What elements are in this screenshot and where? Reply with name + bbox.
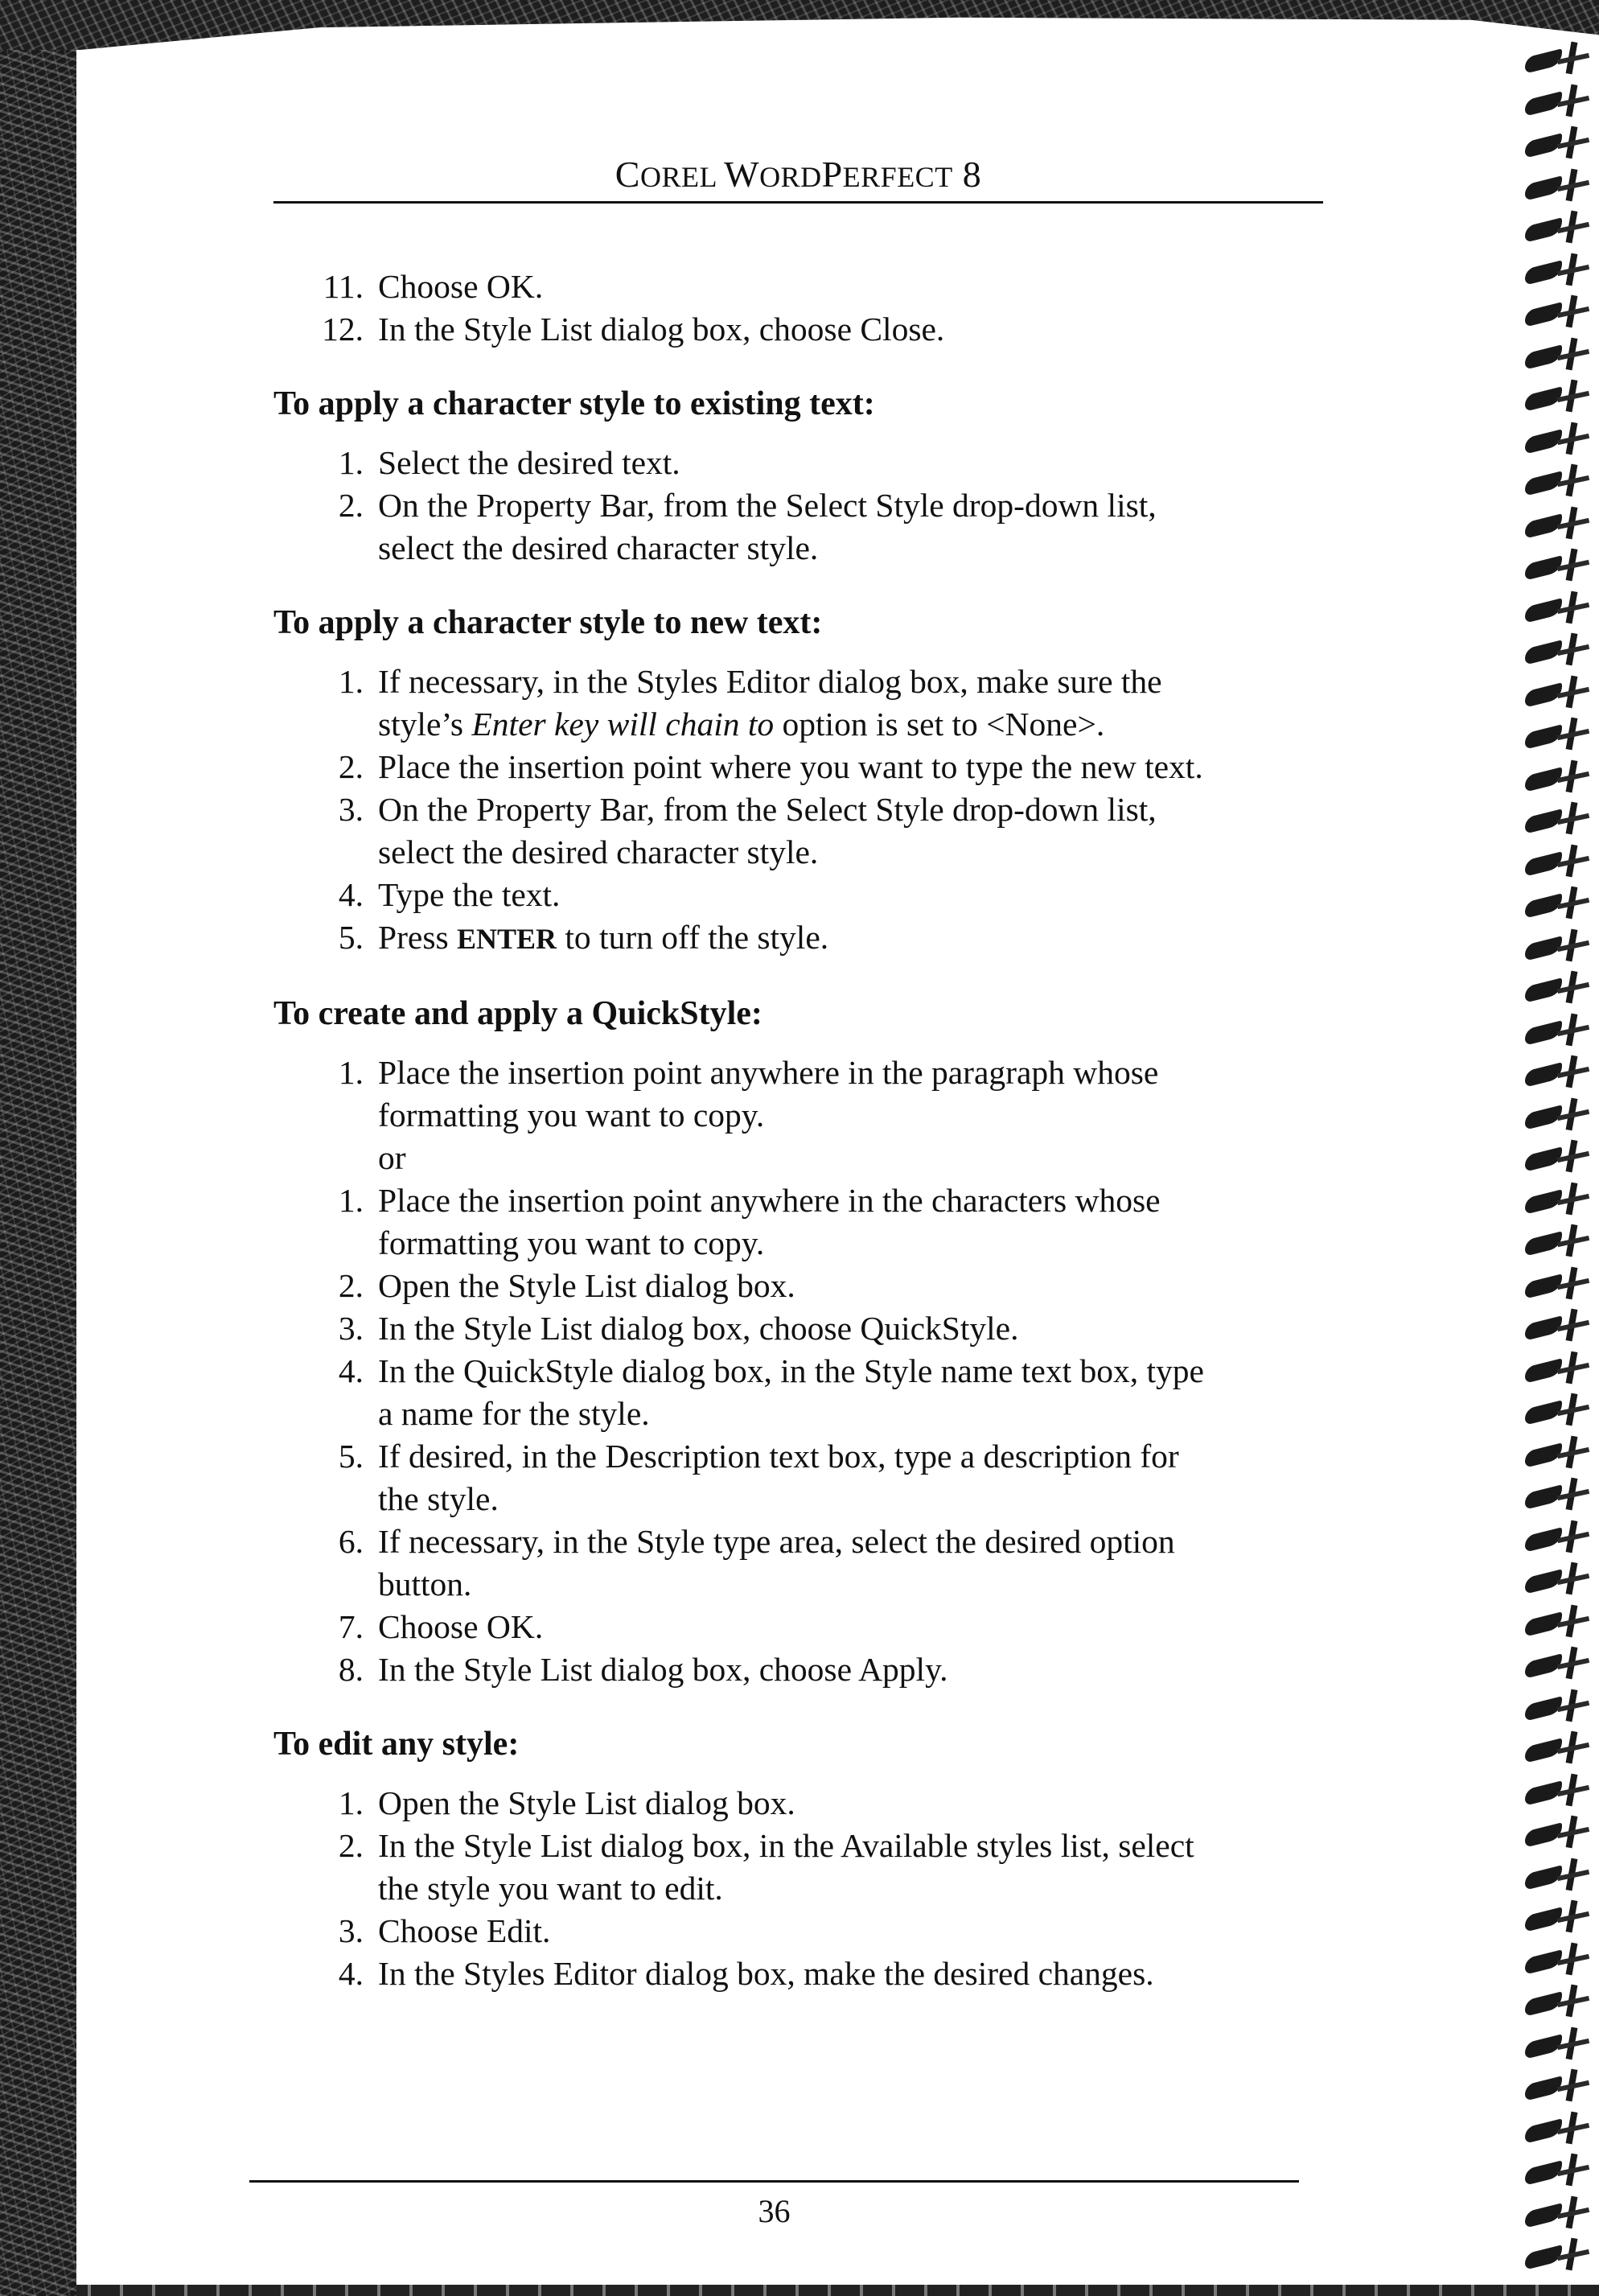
binding-ring — [1525, 977, 1594, 1002]
binding-ring — [1525, 1315, 1594, 1339]
binding-ring — [1525, 1146, 1594, 1171]
footer-rule — [249, 2180, 1299, 2183]
key-name: ENTER — [457, 923, 557, 955]
binding-ring — [1525, 809, 1594, 833]
list-item: 3. On the Property Bar, from the Select Style drop-down list, select the desired character style. — [338, 791, 1157, 870]
list-item: 3. Choose Edit. — [338, 1912, 551, 1949]
binding-ring — [1525, 91, 1594, 115]
list-item: 8. In the Style List dialog box, choose Apply. — [338, 1651, 948, 1688]
binding-ring — [1525, 217, 1594, 241]
binding-ring — [1525, 429, 1594, 453]
list-item: 7. Choose OK. — [338, 1608, 544, 1645]
binding-ring — [1525, 936, 1594, 960]
binding-ring — [1525, 175, 1594, 200]
binding-ring — [1525, 1822, 1594, 1846]
binding-ring — [1525, 1273, 1594, 1298]
list-item: 1. Place the insertion point anywhere in the paragraph whose formatting you want to copy. — [338, 1054, 1159, 1134]
scan-border-bottom — [76, 2285, 1599, 2296]
list-item: 2. In the Style List dialog box, in the Available styles list, select the style you want to edit. — [338, 1827, 1194, 1907]
binding-ring — [1525, 1189, 1594, 1213]
binding-ring — [1525, 598, 1594, 622]
list-item: 5. If desired, in the Description text box, type a description for the style. — [338, 1438, 1179, 1517]
binding-ring — [1525, 1611, 1594, 1636]
binding-ring — [1525, 1231, 1594, 1255]
binding-ring — [1525, 640, 1594, 664]
running-header: COREL WORDPERFECT 8 — [615, 154, 982, 195]
binding-ring — [1525, 2118, 1594, 2142]
section-heading: To edit any style: — [273, 1726, 520, 1763]
list-item: 4. In the QuickStyle dialog box, in the Style name text box, type a name for the style. — [338, 1352, 1204, 1432]
binding-ring — [1525, 1062, 1594, 1086]
binding-ring — [1525, 2203, 1594, 2227]
binding-ring — [1525, 1907, 1594, 1931]
list-item: 2. On the Property Bar, from the Select Style drop-down list, select the desired character style. — [338, 487, 1157, 566]
binding-ring — [1525, 513, 1594, 537]
section-heading: To create and apply a QuickStyle: — [273, 995, 763, 1032]
or-separator: or — [378, 1139, 406, 1176]
list-item: 12. In the Style List dialog box, choose Close. — [322, 311, 945, 348]
binding-ring — [1525, 851, 1594, 875]
binding-ring — [1525, 471, 1594, 495]
binding-ring — [1525, 386, 1594, 410]
binding-ring — [1525, 1738, 1594, 1762]
binding-ring — [1525, 1865, 1594, 1889]
binding-ring — [1525, 1991, 1594, 2015]
binding-ring — [1525, 1527, 1594, 1551]
list-item: 5. Press ENTER to turn off the style. — [338, 919, 829, 956]
binding-ring — [1525, 1020, 1594, 1044]
scan-border-left — [0, 0, 76, 2296]
page-content — [273, 265, 1319, 1995]
list-item: 3. In the Style List dialog box, choose QuickStyle. — [338, 1310, 1019, 1347]
binding-ring — [1525, 1484, 1594, 1508]
binding-ring — [1525, 2245, 1594, 2269]
list-item: 1. Select the desired text. — [338, 444, 680, 481]
binding-ring — [1525, 48, 1594, 72]
binding-ring — [1525, 2034, 1594, 2058]
binding-ring — [1525, 1105, 1594, 1129]
binding-ring — [1525, 724, 1594, 748]
binding-ring — [1525, 1780, 1594, 1804]
binding-ring — [1525, 893, 1594, 917]
binding-ring — [1525, 682, 1594, 706]
binding-ring — [1525, 1949, 1594, 1973]
binding-ring — [1525, 260, 1594, 284]
list-item: 2. Open the Style List dialog box. — [338, 1267, 795, 1304]
scan-border-top — [0, 0, 1599, 50]
binding-ring — [1525, 767, 1594, 791]
section-heading: To apply a character style to new text: — [273, 604, 823, 641]
list-item: 1. Open the Style List dialog box. — [338, 1784, 795, 1821]
list-item: 1. If necessary, in the Styles Editor dialog box, make sure the style’s Enter key will chain to option is set to <None>. — [338, 663, 1162, 743]
binding-ring — [1525, 1696, 1594, 1720]
binding-ring — [1525, 1653, 1594, 1677]
header-rule — [273, 201, 1323, 204]
binding-ring — [1525, 2076, 1594, 2100]
list-item: 2. Place the insertion point where you want to type the new text. — [338, 748, 1203, 785]
binding-ring — [1525, 344, 1594, 368]
page-number: 36 — [758, 2193, 791, 2229]
binding-ring — [1525, 302, 1594, 326]
list-item: 1. Place the insertion point anywhere in the characters whose formatting you want to copy. — [338, 1182, 1161, 1261]
list-item: 4. Type the text. — [338, 876, 561, 913]
binding-ring — [1525, 555, 1594, 579]
binding-ring — [1525, 1442, 1594, 1467]
binding-ring — [1525, 1569, 1594, 1593]
binding-ring — [1525, 133, 1594, 157]
binding-ring — [1525, 1358, 1594, 1382]
spiral-binding — [1523, 48, 1599, 2293]
list-item: 6. If necessary, in the Style type area, select the desired option button. — [338, 1523, 1175, 1603]
binding-ring — [1525, 2160, 1594, 2184]
list-item: 4. In the Styles Editor dialog box, make the desired changes. — [338, 1955, 1154, 1992]
list-item: 11. Choose OK. — [323, 268, 544, 305]
section-heading: To apply a character style to existing text: — [273, 385, 875, 422]
binding-ring — [1525, 1400, 1594, 1424]
